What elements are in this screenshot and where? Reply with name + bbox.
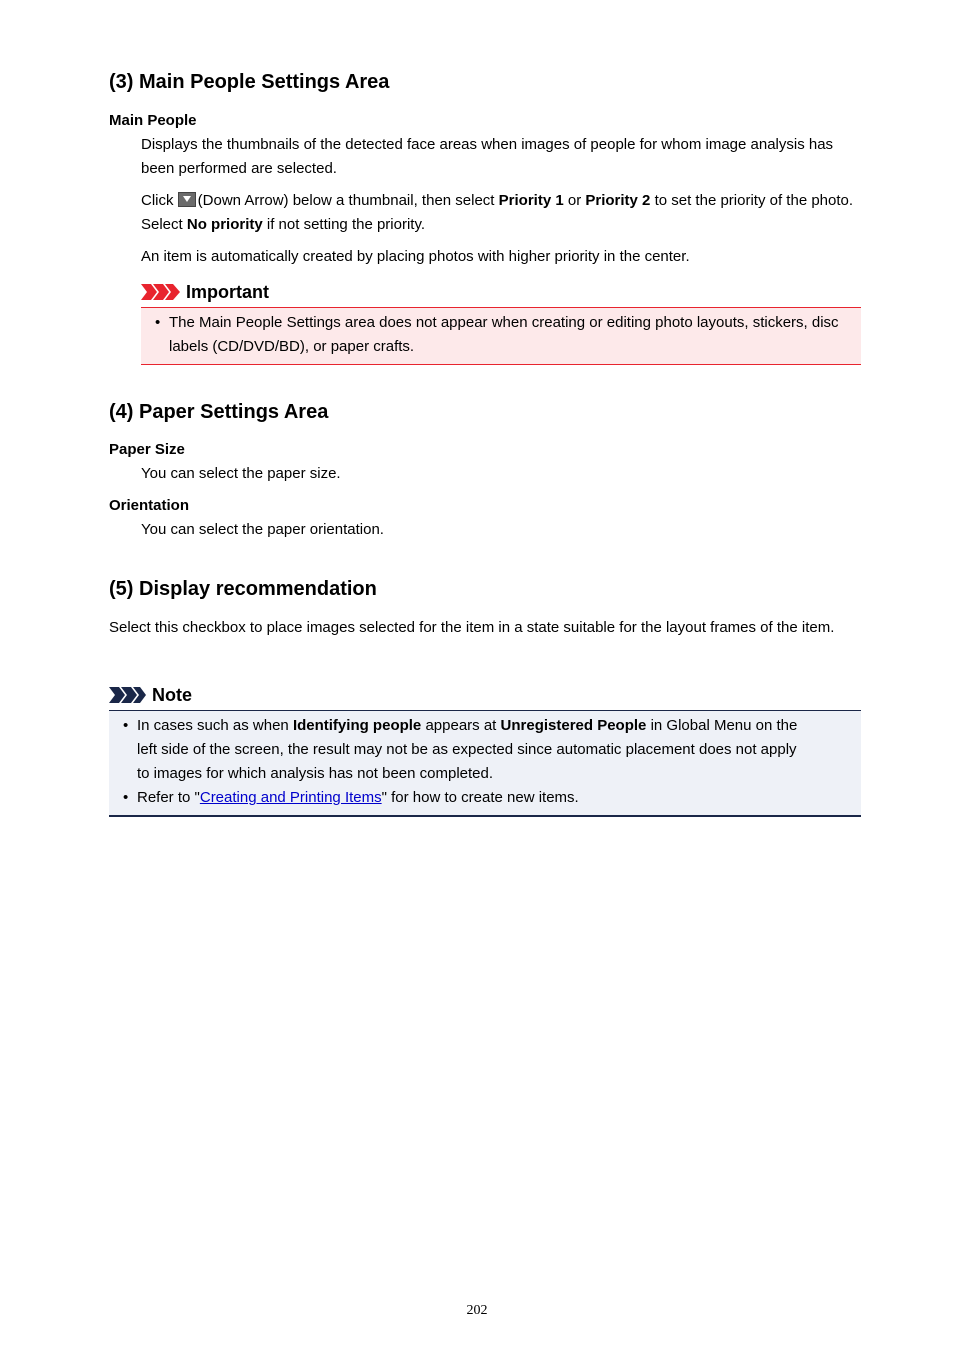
note-label: Note (152, 685, 192, 705)
desc-display-recommendation: Select this checkbox to place images selected for the item in a state suitable for the layout frames of the item. (109, 619, 835, 636)
note2-text-a: Refer to " (137, 789, 200, 806)
down-arrow-icon (178, 192, 196, 207)
note-box (109, 710, 861, 817)
note1-text-e: in Global Menu on the (650, 717, 798, 734)
page-number: 202 (466, 1303, 488, 1318)
term-main-people: Main People (109, 112, 197, 129)
important-label: Important (186, 282, 269, 302)
term-paper-size: Paper Size (109, 441, 185, 458)
important-box (141, 307, 861, 365)
identifying-people-label: Identifying people (292, 717, 422, 734)
section-4-heading: (4) Paper Settings Area (109, 401, 329, 423)
click-end: if not setting the priority. (266, 216, 426, 233)
important-heading (141, 281, 269, 303)
desc-auto-create: An item is automatically created by placing photos with higher priority in the center. (141, 248, 690, 265)
section-3-heading: (3) Main People Settings Area (109, 71, 390, 93)
desc-main-people: Displays the thumbnails of the detected face areas when images of people for whom image analysis has been performed are selected. (141, 136, 834, 177)
important-chevron-icon (141, 284, 181, 300)
note1-line3: to images for which analysis has not been completed. (137, 765, 494, 782)
desc-click-instructions (141, 189, 861, 237)
note-heading (109, 684, 192, 706)
note-chevron-icon (109, 687, 147, 703)
unregistered-people-label: Unregistered People (500, 717, 647, 734)
bullet: • (123, 789, 129, 806)
note2-text-b: " for how to create new items. (381, 789, 579, 806)
note1-text-c: appears at (425, 717, 497, 734)
term-orientation: Orientation (109, 497, 190, 514)
note-item-2-text (137, 786, 853, 810)
bullet: • (123, 717, 129, 734)
priority2-label: Priority 2 (585, 192, 651, 209)
desc-orientation: You can select the paper orientation. (141, 521, 384, 538)
priority1-label: Priority 1 (498, 192, 564, 209)
note-item-1-text (137, 714, 853, 786)
bullet: • (155, 314, 161, 331)
desc-paper-size: You can select the paper size. (141, 465, 341, 482)
no-priority-label: No priority (186, 216, 263, 233)
important-item-text: The Main People Settings area does not appear when creating or editing photo layouts, stickers, disc labels (CD/DVD/BD), or paper crafts. (169, 314, 839, 355)
click-mid2: to set the priority of the photo. Select (141, 192, 854, 233)
section-5-heading: (5) Display recommendation (109, 578, 377, 600)
note1-line2: left side of the screen, the result may not be as expected since automatic placement does not apply (137, 741, 797, 758)
click-mid1: (Down Arrow) below a thumbnail, then select (197, 192, 495, 209)
creating-printing-items-link[interactable]: Creating and Printing Items (199, 789, 382, 806)
click-prefix: Click (141, 192, 174, 209)
or-text: or (567, 192, 582, 209)
note1-text-a: In cases such as when (137, 717, 289, 734)
